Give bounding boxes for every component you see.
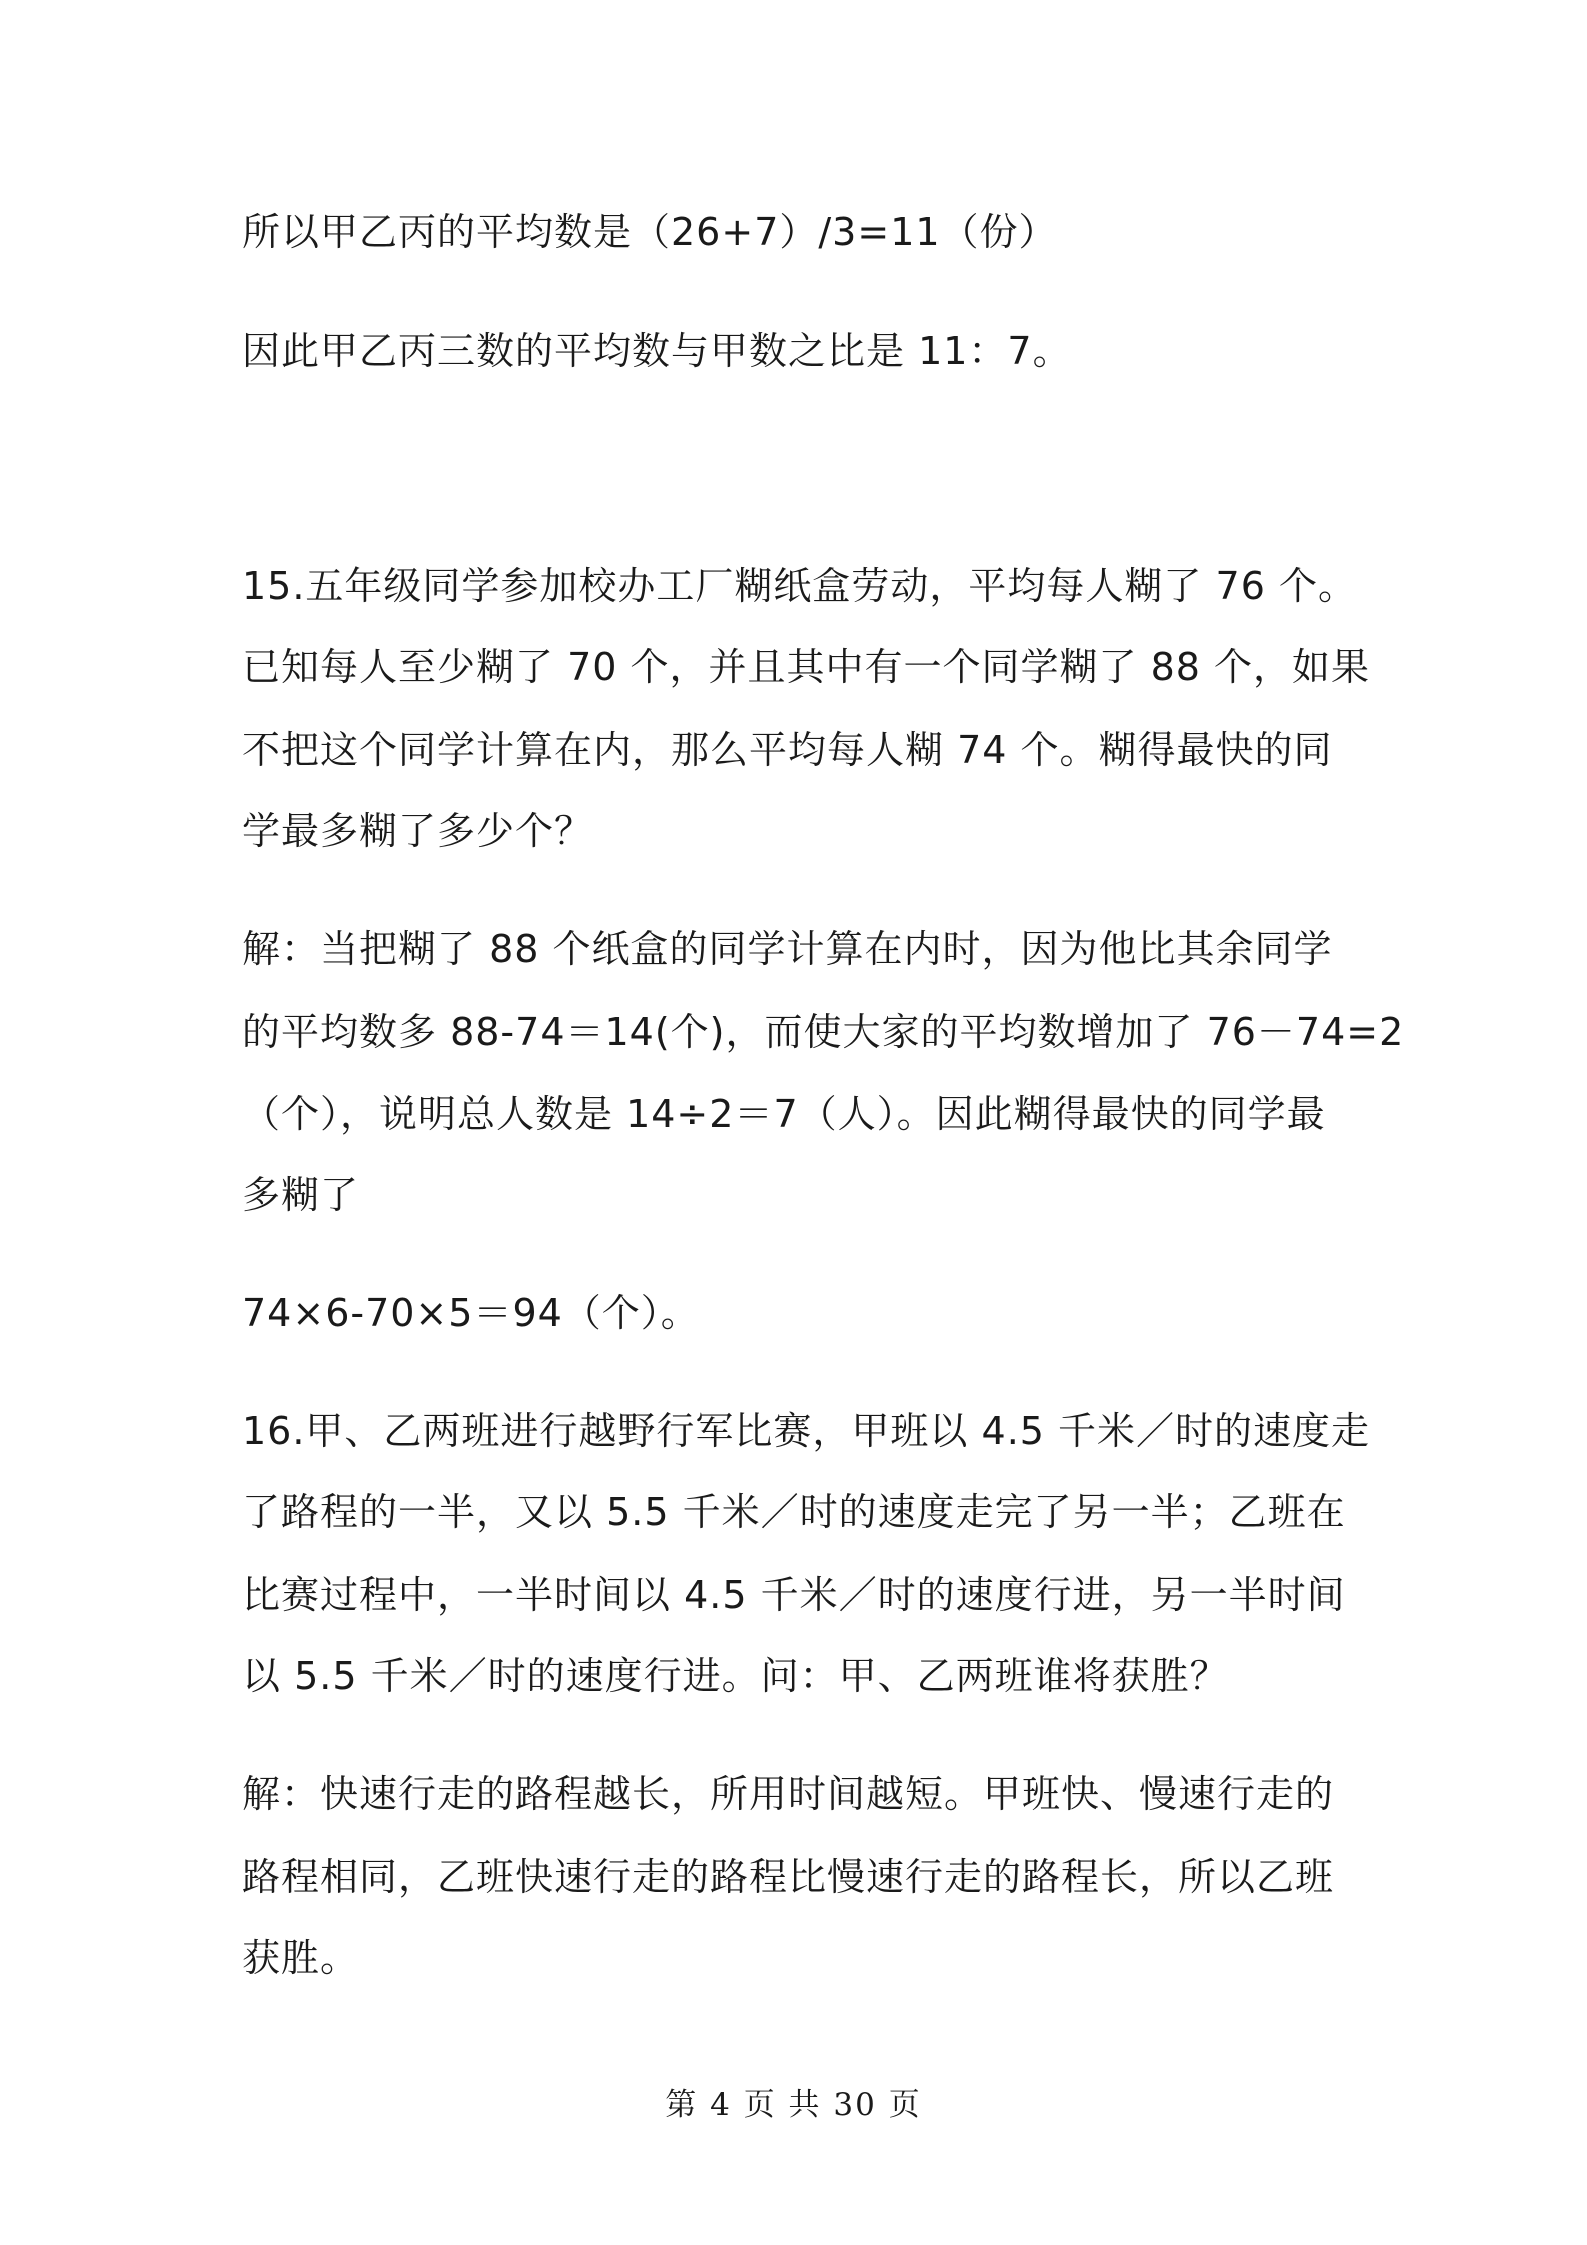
solution-15-line: 解：当把糊了 88 个纸盒的同学计算在内时，因为他比其余同学 — [242, 927, 1333, 971]
solution-15-line: 的平均数多 88-74＝14(个)，而使大家的平均数增加了 76－74=2 — [242, 1010, 1405, 1054]
page-footer: 第 4 页 共 30 页 — [665, 2087, 922, 2123]
solution-15-line: 74×6-70×5＝94（个）。 — [242, 1291, 700, 1335]
text-line: 因此甲乙丙三数的平均数与甲数之比是 11：7。 — [242, 329, 1072, 373]
solution-16-line: 获胜。 — [242, 1936, 360, 1980]
question-16-line: 了路程的一半，又以 5.5 千米／时的速度走完了另一半；乙班在 — [242, 1490, 1346, 1534]
solution-16-line: 路程相同，乙班快速行走的路程比慢速行走的路程长，所以乙班 — [242, 1855, 1335, 1899]
solution-15-line: 多糊了 — [242, 1173, 360, 1217]
question-16-line: 以 5.5 千米／时的速度行进。问：甲、乙两班谁将获胜？ — [242, 1654, 1229, 1698]
question-16-line: 16.甲、乙两班进行越野行军比赛，甲班以 4.5 千米／时的速度走 — [242, 1409, 1371, 1453]
solution-16-line: 解：快速行走的路程越长，所用时间越短。甲班快、慢速行走的 — [242, 1772, 1335, 1816]
question-15-line: 已知每人至少糊了 70 个，并且其中有一个同学糊了 88 个，如果 — [242, 645, 1371, 689]
text-line: 所以甲乙丙的平均数是（26+7）/3=11（份） — [242, 210, 1058, 254]
question-15-line: 学最多糊了多少个？ — [242, 809, 594, 853]
question-16-line: 比赛过程中，一半时间以 4.5 千米／时的速度行进，另一半时间 — [242, 1573, 1346, 1617]
question-15-line: 不把这个同学计算在内，那么平均每人糊 74 个。糊得最快的同 — [242, 728, 1333, 772]
question-15-line: 15.五年级同学参加校办工厂糊纸盒劳动，平均每人糊了 76 个。 — [242, 564, 1357, 608]
solution-15-line: （个），说明总人数是 14÷2＝7（人）。因此糊得最快的同学最 — [242, 1092, 1326, 1136]
